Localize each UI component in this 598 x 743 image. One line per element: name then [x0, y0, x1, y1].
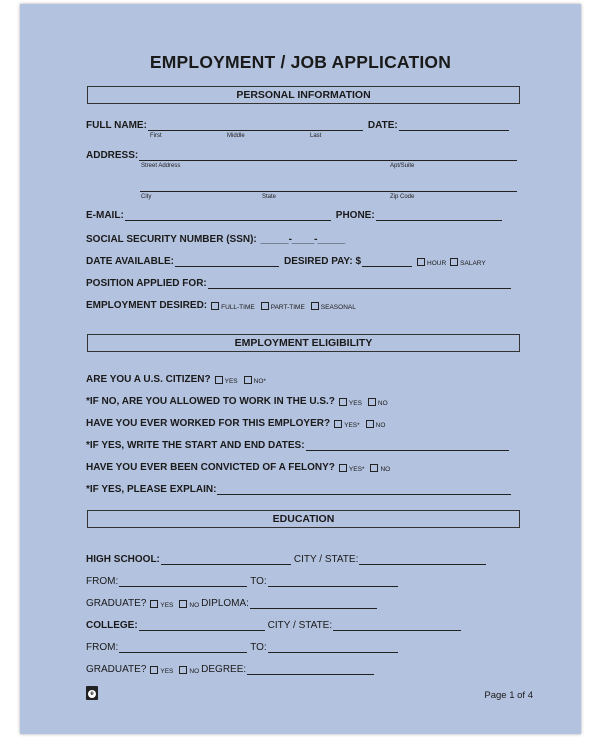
date-label: DATE: — [367, 120, 398, 131]
college-to-field[interactable] — [268, 642, 398, 653]
explain-question: *IF YES, PLEASE EXPLAIN: — [86, 484, 217, 495]
high-school-graduate-row — [86, 598, 378, 609]
part-time-option-label: PART-TIME — [270, 304, 305, 311]
diploma-label: DIPLOMA: — [201, 598, 249, 609]
email-field[interactable] — [125, 210, 331, 221]
high-school-city-state-label: CITY / STATE: — [293, 554, 359, 565]
dates-field[interactable] — [306, 440, 509, 451]
college-row — [86, 620, 462, 631]
state-caption: State — [262, 194, 277, 200]
high-school-graduate-label: GRADUATE? — [86, 598, 147, 609]
worked-before-question: HAVE YOU EVER WORKED FOR THIS EMPLOYER? — [86, 418, 331, 429]
address-label: ADDRESS: — [86, 150, 139, 161]
middle-name-caption: Middle — [227, 133, 245, 139]
work-allowed-yes-label: YES — [348, 400, 362, 407]
worked-before-no-label: NO — [375, 422, 386, 429]
city-caption: City — [141, 194, 152, 200]
salary-option-label: SALARY — [460, 260, 486, 267]
felony-question: HAVE YOU EVER BEEN CONVICTED OF A FELONY? — [86, 462, 335, 473]
work-allowed-row — [86, 396, 390, 407]
phone-label: PHONE: — [335, 210, 375, 221]
high-school-graduate-no-checkbox[interactable] — [179, 600, 187, 608]
felony-yes-checkbox[interactable] — [339, 464, 347, 472]
college-graduate-yes-label: YES — [160, 668, 174, 675]
college-city-state-field[interactable] — [333, 620, 461, 631]
address-row — [86, 150, 518, 161]
dates-row — [86, 440, 510, 451]
high-school-from-field[interactable] — [119, 576, 247, 587]
college-label: COLLEGE: — [86, 620, 138, 631]
citizen-no-checkbox[interactable] — [244, 376, 252, 384]
hour-option-label: HOUR — [427, 260, 447, 267]
ssn-label: SOCIAL SECURITY NUMBER (SSN): — [86, 234, 257, 245]
city-state-zip-row — [139, 181, 518, 192]
high-school-dates-row — [86, 576, 399, 587]
date-field[interactable] — [399, 120, 509, 131]
phone-field[interactable] — [376, 210, 502, 221]
apt-suite-caption: Apt/Suite — [390, 163, 415, 169]
high-school-field[interactable] — [161, 554, 291, 565]
high-school-to-field[interactable] — [268, 576, 398, 587]
college-to-label: TO: — [250, 642, 267, 653]
full-name-row — [86, 120, 510, 131]
work-allowed-question: *IF NO, ARE YOU ALLOWED TO WORK IN THE U.S.? — [86, 396, 335, 407]
dates-question: *IF YES, WRITE THE START AND END DATES: — [86, 440, 305, 451]
position-row — [86, 278, 512, 289]
college-field[interactable] — [139, 620, 265, 631]
high-school-graduate-no-label: NO — [189, 602, 200, 609]
last-name-caption: Last — [310, 133, 322, 139]
desired-pay-label: DESIRED PAY: $ — [283, 256, 362, 267]
seasonal-checkbox[interactable] — [311, 302, 319, 310]
full-time-checkbox[interactable] — [211, 302, 219, 310]
college-graduate-yes-checkbox[interactable] — [150, 666, 158, 674]
felony-yes-label: YES* — [348, 466, 365, 473]
explain-row — [86, 484, 512, 495]
worked-before-yes-label: YES* — [344, 422, 360, 429]
brand-logo-letter: e — [88, 690, 96, 698]
ssn-row — [86, 234, 345, 245]
felony-no-checkbox[interactable] — [370, 464, 378, 472]
college-city-state-label: CITY / STATE: — [267, 620, 333, 631]
college-graduate-no-checkbox[interactable] — [179, 666, 187, 674]
degree-field[interactable] — [247, 664, 374, 675]
high-school-label: HIGH SCHOOL: — [86, 554, 160, 565]
worked-before-yes-checkbox[interactable] — [334, 420, 342, 428]
date-available-label: DATE AVAILABLE: — [86, 256, 174, 267]
salary-checkbox[interactable] — [450, 258, 458, 266]
explain-field[interactable] — [217, 484, 511, 495]
full-name-field[interactable] — [148, 120, 363, 131]
work-allowed-yes-checkbox[interactable] — [339, 398, 347, 406]
page-title: EMPLOYMENT / JOB APPLICATION — [149, 52, 452, 72]
work-allowed-no-label: NO — [377, 400, 388, 407]
section-header-eligibility: EMPLOYMENT ELIGIBILITY — [87, 334, 520, 352]
high-school-to-label: TO: — [250, 576, 267, 587]
ssn-field[interactable]: _____-____-_____ — [260, 234, 346, 245]
application-page — [20, 4, 581, 734]
felony-row — [86, 462, 392, 473]
brand-logo-icon — [86, 686, 98, 700]
college-from-label: FROM: — [86, 642, 119, 653]
position-field[interactable] — [208, 278, 511, 289]
employment-desired-label: EMPLOYMENT DESIRED: — [86, 300, 208, 311]
high-school-row — [86, 554, 487, 565]
full-time-option-label: FULL-TIME — [221, 304, 255, 311]
college-graduate-row — [86, 664, 375, 675]
zip-caption: Zip Code — [390, 194, 415, 200]
street-address-field[interactable] — [139, 150, 517, 161]
worked-before-no-checkbox[interactable] — [366, 420, 374, 428]
desired-pay-field[interactable] — [362, 256, 412, 267]
page-number: Page 1 of 4 — [484, 690, 533, 701]
citizen-no-label: NO* — [253, 378, 266, 385]
availability-row — [86, 256, 488, 267]
hour-checkbox[interactable] — [417, 258, 425, 266]
worked-before-row — [86, 418, 387, 429]
position-label: POSITION APPLIED FOR: — [86, 278, 207, 289]
college-graduate-label: GRADUATE? — [86, 664, 147, 675]
employment-desired-row — [86, 300, 358, 311]
part-time-checkbox[interactable] — [261, 302, 269, 310]
high-school-from-label: FROM: — [86, 576, 119, 587]
citizen-yes-label: YES — [224, 378, 238, 385]
high-school-city-state-field[interactable] — [359, 554, 486, 565]
college-dates-row — [86, 642, 399, 653]
citizen-question: ARE YOU A U.S. CITIZEN? — [86, 374, 211, 385]
section-header-personal: PERSONAL INFORMATION — [87, 86, 520, 104]
felony-no-label: NO — [380, 466, 391, 473]
full-name-label: FULL NAME: — [86, 120, 147, 131]
date-available-field[interactable] — [175, 256, 279, 267]
section-header-education: EDUCATION — [87, 510, 520, 528]
work-allowed-no-checkbox[interactable] — [368, 398, 376, 406]
diploma-field[interactable] — [250, 598, 377, 609]
email-phone-row — [86, 210, 503, 221]
citizen-row — [86, 374, 268, 385]
college-from-field[interactable] — [119, 642, 247, 653]
citizen-yes-checkbox[interactable] — [215, 376, 223, 384]
city-state-zip-field[interactable] — [140, 181, 517, 192]
high-school-graduate-yes-checkbox[interactable] — [150, 600, 158, 608]
high-school-graduate-yes-label: YES — [160, 602, 174, 609]
email-label: E-MAIL: — [86, 210, 124, 221]
degree-label: DEGREE: — [201, 664, 247, 675]
seasonal-option-label: SEASONAL — [320, 304, 356, 311]
college-graduate-no-label: NO — [189, 668, 200, 675]
first-name-caption: First — [150, 133, 162, 139]
street-address-caption: Street Address — [141, 163, 181, 169]
